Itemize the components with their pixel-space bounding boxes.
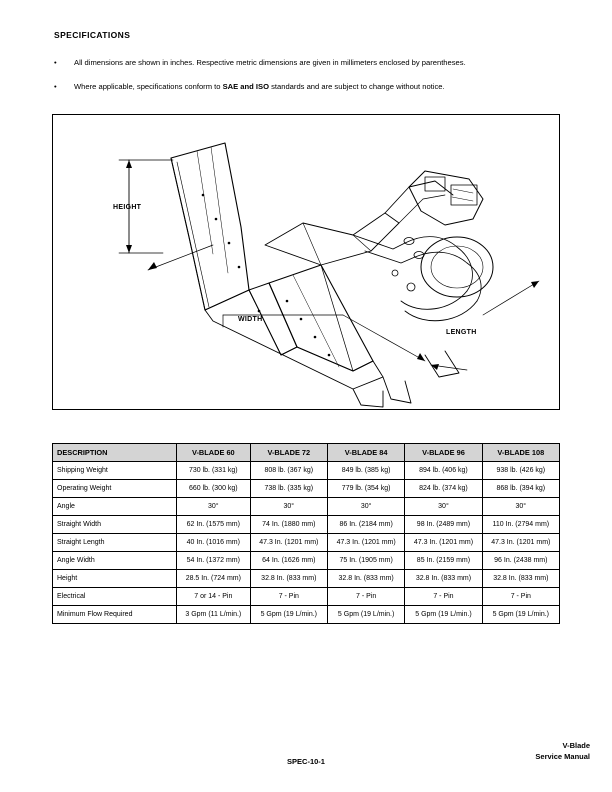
footer-manual-info bbox=[535, 741, 590, 763]
bullet-text-bold: SAE and ISO bbox=[222, 82, 269, 91]
bullet-text-after: standards and are subject to change without notice. bbox=[269, 82, 445, 91]
row-label: Angle bbox=[53, 498, 177, 516]
row-label: Electrical bbox=[53, 588, 177, 606]
cell-value: 110 In. (2794 mm) bbox=[482, 516, 559, 534]
table-header-v-blade-108: V-BLADE 108 bbox=[482, 444, 559, 462]
table-header-description: DESCRIPTION bbox=[53, 444, 177, 462]
table-row bbox=[53, 570, 560, 588]
table-row bbox=[53, 588, 560, 606]
bullet-text bbox=[74, 82, 590, 92]
cell-value: 32.8 In. (833 mm) bbox=[327, 570, 404, 588]
table-header-v-blade-84: V-BLADE 84 bbox=[327, 444, 404, 462]
cell-value: 74 In. (1880 mm) bbox=[250, 516, 327, 534]
cell-value: 5 Gpm (19 L/min.) bbox=[327, 606, 404, 624]
table-row bbox=[53, 498, 560, 516]
cell-value: 54 In. (1372 mm) bbox=[177, 552, 251, 570]
cell-value: 30° bbox=[177, 498, 251, 516]
footer-manual: Service Manual bbox=[535, 751, 590, 761]
v-blade-illustration bbox=[53, 115, 559, 409]
figure-frame bbox=[52, 114, 560, 410]
cell-value: 779 lb. (354 kg) bbox=[327, 480, 404, 498]
cell-value: 86 In. (2184 mm) bbox=[327, 516, 404, 534]
cell-value: 28.5 In. (724 mm) bbox=[177, 570, 251, 588]
table-row bbox=[53, 516, 560, 534]
table-row bbox=[53, 552, 560, 570]
table-header-v-blade-96: V-BLADE 96 bbox=[405, 444, 482, 462]
cell-value: 47.3 In. (1201 mm) bbox=[482, 534, 559, 552]
footer-product: V-Blade bbox=[562, 741, 590, 750]
cell-value: 894 lb. (406 kg) bbox=[405, 462, 482, 480]
page-title: SPECIFICATIONS bbox=[54, 30, 131, 40]
figure-label-length: LENGTH bbox=[446, 329, 477, 336]
cell-value: 7 - Pin bbox=[482, 588, 559, 606]
bullet-marker: • bbox=[54, 58, 57, 67]
cell-value: 938 lb. (426 kg) bbox=[482, 462, 559, 480]
cell-value: 730 lb. (331 kg) bbox=[177, 462, 251, 480]
cell-value: 30° bbox=[327, 498, 404, 516]
bullet-text-before: Where applicable, specifications conform to bbox=[74, 82, 223, 91]
cell-value: 47.3 In. (1201 mm) bbox=[405, 534, 482, 552]
row-label: Height bbox=[53, 570, 177, 588]
cell-value: 849 lb. (385 kg) bbox=[327, 462, 404, 480]
bullet-marker: • bbox=[54, 82, 57, 91]
cell-value: 32.8 In. (833 mm) bbox=[482, 570, 559, 588]
row-label: Minimum Flow Required bbox=[53, 606, 177, 624]
cell-value: 824 lb. (374 kg) bbox=[405, 480, 482, 498]
table-row bbox=[53, 534, 560, 552]
cell-value: 3 Gpm (11 L/min.) bbox=[177, 606, 251, 624]
bullet-text: All dimensions are shown in inches. Respective metric dimensions are given in millimeters enclosed by parentheses. bbox=[74, 58, 466, 67]
cell-value: 808 lb. (367 kg) bbox=[250, 462, 327, 480]
specifications-table bbox=[52, 443, 560, 624]
cell-value: 32.8 In. (833 mm) bbox=[405, 570, 482, 588]
cell-value: 5 Gpm (19 L/min.) bbox=[250, 606, 327, 624]
cell-value: 40 In. (1016 mm) bbox=[177, 534, 251, 552]
cell-value: 5 Gpm (19 L/min.) bbox=[405, 606, 482, 624]
cell-value: 7 - Pin bbox=[405, 588, 482, 606]
cell-value: 62 In. (1575 mm) bbox=[177, 516, 251, 534]
table-row bbox=[53, 480, 560, 498]
footer-page-id: SPEC-10-1 bbox=[287, 757, 325, 766]
cell-value: 64 In. (1626 mm) bbox=[250, 552, 327, 570]
cell-value: 85 In. (2159 mm) bbox=[405, 552, 482, 570]
cell-value: 30° bbox=[405, 498, 482, 516]
cell-value: 98 In. (2489 mm) bbox=[405, 516, 482, 534]
cell-value: 30° bbox=[482, 498, 559, 516]
cell-value: 7 - Pin bbox=[327, 588, 404, 606]
cell-value: 47.3 In. (1201 mm) bbox=[250, 534, 327, 552]
table-row bbox=[53, 606, 560, 624]
row-label: Operating Weight bbox=[53, 480, 177, 498]
row-label: Shipping Weight bbox=[53, 462, 177, 480]
row-label: Straight Length bbox=[53, 534, 177, 552]
figure-label-width: WIDTH bbox=[238, 316, 263, 323]
table-header-row bbox=[53, 444, 560, 462]
cell-value: 660 lb. (300 kg) bbox=[177, 480, 251, 498]
cell-value: 75 In. (1905 mm) bbox=[327, 552, 404, 570]
cell-value: 738 lb. (335 kg) bbox=[250, 480, 327, 498]
row-label: Angle Width bbox=[53, 552, 177, 570]
cell-value: 47.3 In. (1201 mm) bbox=[327, 534, 404, 552]
cell-value: 96 In. (2438 mm) bbox=[482, 552, 559, 570]
figure-label-height: HEIGHT bbox=[113, 204, 142, 211]
table-header-v-blade-72: V-BLADE 72 bbox=[250, 444, 327, 462]
cell-value: 30° bbox=[250, 498, 327, 516]
cell-value: 32.8 In. (833 mm) bbox=[250, 570, 327, 588]
cell-value: 7 or 14 - Pin bbox=[177, 588, 251, 606]
cell-value: 5 Gpm (19 L/min.) bbox=[482, 606, 559, 624]
table-row bbox=[53, 462, 560, 480]
table-header-v-blade-60: V-BLADE 60 bbox=[177, 444, 251, 462]
cell-value: 868 lb. (394 kg) bbox=[482, 480, 559, 498]
cell-value: 7 - Pin bbox=[250, 588, 327, 606]
row-label: Straight Width bbox=[53, 516, 177, 534]
